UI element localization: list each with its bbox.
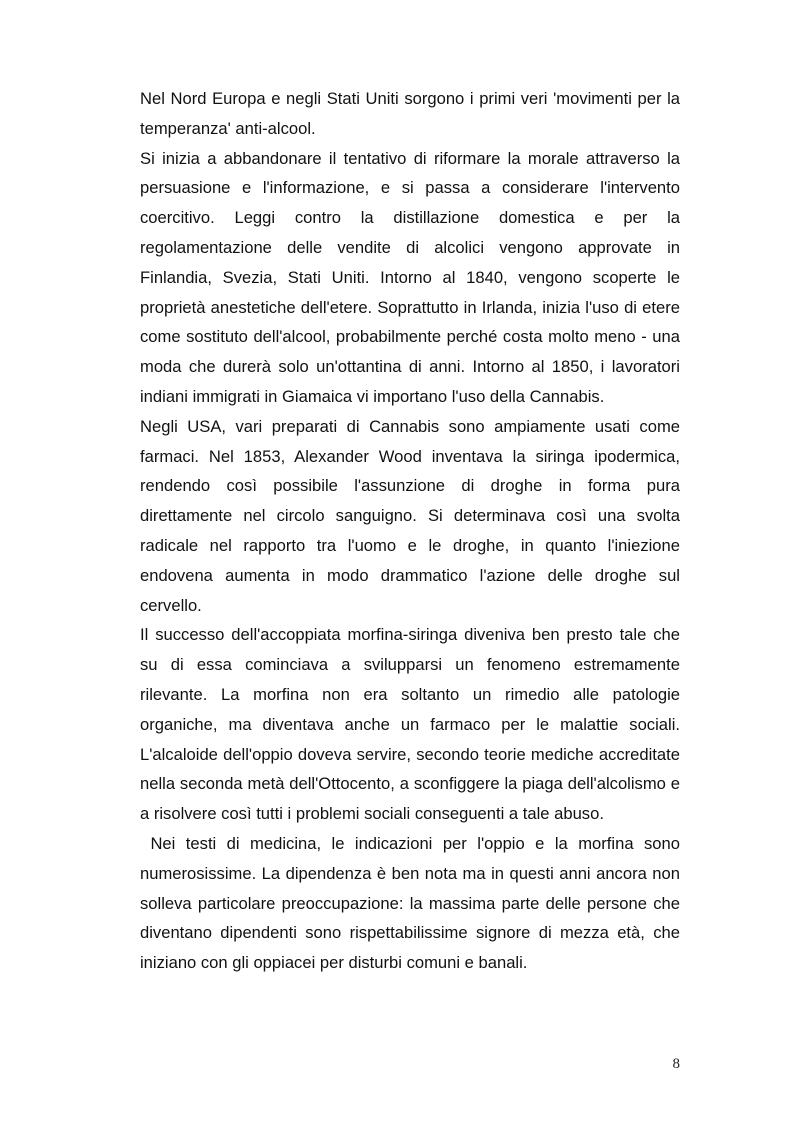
paragraph-coercive-intervention: Si inizia a abbandonare il tentativo di riformare la morale attraverso la persuasione e l'informazione, e si passa a considerare l'intervento coercitivo. Leggi contro la distillazione domestica e per la regolamentazione delle vendite di alcolici vengono approvate in Finlandia, Svezia, Stati Uniti. Intorno al 1840, vengono scoperte le proprietà anestetiche dell'etere. Soprattutto in Irlanda, inizia l'uso di etere come sostituto dell'alcool, probabilmente perché costa molto meno - una moda che durerà solo un'ottantina di anni. Intorno al 1850, i lavoratori indiani immigrati in Giamaica vi importano l'uso della Cannabis. <box>140 148 680 406</box>
body-text <box>140 84 685 978</box>
paragraph-medical-texts: Nei testi di medicina, le indicazioni per l'oppio e la morfina sono numerosissime. La dipendenza è ben nota ma in questi anni ancora non solleva particolare preoccupazione: la massima parte delle persone che diventano dipendenti sono rispettabilissime signore di mezza età, che iniziano con gli oppiacei per disturbi comuni e banali. <box>140 833 685 973</box>
page-number: 8 <box>672 1056 680 1072</box>
paragraph-temperance-movements: Nel Nord Europa e negli Stati Uniti sorgono i primi veri 'movimenti per la temperanza' anti-alcool. <box>140 89 680 138</box>
paragraph-hypodermic-syringe: Negli USA, vari preparati di Cannabis sono ampiamente usati come farmaci. Nel 1853, Alexander Wood inventava la siringa ipodermica, rendendo così possibile l'assunzione di droghe in forma pura direttamente nel circolo sanguigno. Si determinava così una svolta radicale nel rapporto tra l'uomo e le droghe, in quanto l'iniezione endovena aumenta in modo drammatico l'azione delle droghe sul cervello. <box>140 416 680 615</box>
paragraph-morphine-syringe: Il successo dell'accoppiata morfina-siringa diveniva ben presto tale che su di essa cominciava a svilupparsi un fenomeno estremamente rilevante. La morfina non era soltanto un rimedio alle patologie organiche, ma diventava anche un farmaco per le malattie sociali. L'alcaloide dell'oppio doveva servire, secondo teorie mediche accreditate nella seconda metà dell'Ottocento, a sconfiggere la piaga dell'alcolismo e a risolvere così tutti i problemi sociali conseguenti a tale abuso. <box>140 625 680 824</box>
